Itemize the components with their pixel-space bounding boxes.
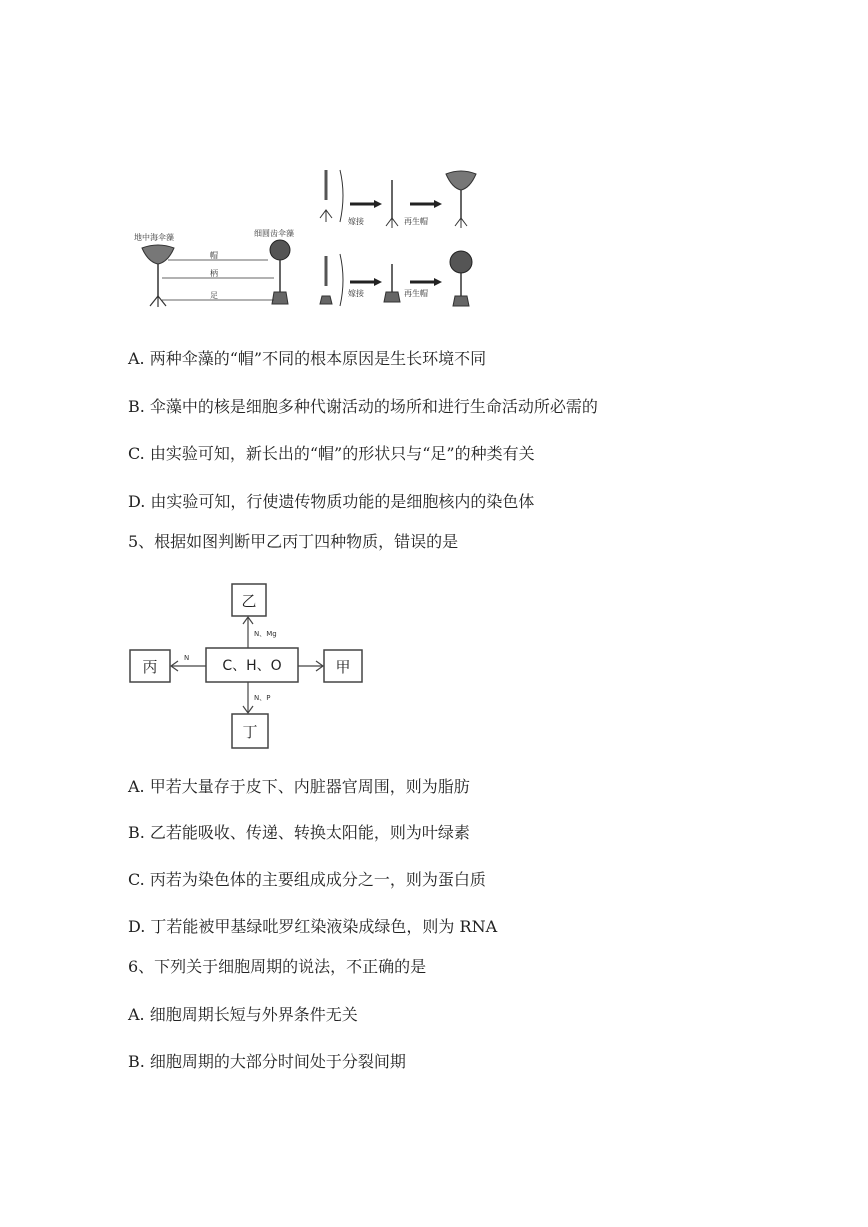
q5-option-a: A. 甲若大量存于皮下、内脏器官周围，则为脂肪 — [128, 777, 470, 796]
box-ding-label: 丁 — [242, 723, 258, 741]
element-composition-diagram — [128, 580, 428, 752]
q5-option-d: D. 丁若能被甲基绿吡罗红染液染成绿色，则为 RNA — [128, 917, 498, 936]
edge-left-label: N — [184, 654, 190, 662]
bottom-brace — [340, 254, 343, 306]
q6-option-a: A. 细胞周期长短与外界条件无关 — [128, 1005, 358, 1024]
top-arrow-1-head — [374, 200, 382, 208]
q6-stem: 6、下列关于细胞周期的说法，不正确的是 — [128, 957, 427, 976]
top-result-cap — [446, 171, 476, 190]
top-brace — [340, 170, 343, 222]
q5-stem: 5、根据如图判断甲乙丙丁四种物质，错误的是 — [128, 532, 459, 551]
box-center-label: C、H、O — [222, 658, 282, 674]
top-foot-segment — [320, 210, 332, 222]
top-regen-label: 再生帽 — [404, 217, 428, 226]
box-jia-label: 甲 — [335, 658, 351, 676]
q4-option-b: B. 伞藻中的核是细胞多种代谢活动的场所和进行生命活动所必需的 — [128, 397, 598, 416]
bottom-result-cap — [450, 251, 472, 273]
left-cap — [142, 245, 174, 264]
box-bing-label: 丙 — [142, 658, 158, 676]
edge-bottom-label: N、P — [254, 694, 271, 702]
top-result-foot — [455, 218, 467, 228]
bottom-foot-segment — [320, 296, 332, 304]
top-graft-label: 嫁接 — [348, 217, 364, 226]
part-stalk-label: 柄 — [210, 269, 218, 278]
q4-option-c: C. 由实验可知，新长出的“帽”的形状只与“足”的种类有关 — [128, 444, 535, 463]
right-cap — [270, 240, 290, 260]
q6-option-b: B. 细胞周期的大部分时间处于分裂间期 — [128, 1052, 406, 1071]
bottom-result-foot — [453, 296, 469, 306]
label-left-species: 地中海伞藻 — [134, 233, 174, 242]
box-yi-label: 乙 — [241, 592, 257, 610]
edge-top-label: N、Mg — [254, 630, 277, 638]
q4-option-a: A. 两种伞藻的“帽”不同的根本原因是生长环境不同 — [128, 349, 487, 368]
q5-option-b: B. 乙若能吸收、传递、转换太阳能，则为叶绿素 — [128, 823, 470, 842]
part-cap-label: 帽 — [210, 251, 218, 260]
label-right-species: 细圆齿伞藻 — [254, 229, 294, 238]
right-foot — [272, 292, 288, 304]
q4-option-d: D. 由实验可知，行使遗传物质功能的是细胞核内的染色体 — [128, 492, 535, 511]
part-foot-label: 足 — [210, 291, 218, 300]
bottom-regen-label: 再生帽 — [404, 289, 428, 298]
left-foot — [150, 296, 166, 307]
bottom-graft-label: 嫁接 — [348, 289, 364, 298]
algae-grafting-figure — [128, 160, 488, 320]
top-grafted-foot — [386, 218, 398, 228]
bottom-grafted-foot — [384, 292, 400, 302]
q5-option-c: C. 丙若为染色体的主要组成成分之一，则为蛋白质 — [128, 870, 486, 889]
top-arrow-2-head — [434, 200, 442, 208]
bottom-arrow-2-head — [434, 278, 442, 286]
bottom-arrow-1-head — [374, 278, 382, 286]
